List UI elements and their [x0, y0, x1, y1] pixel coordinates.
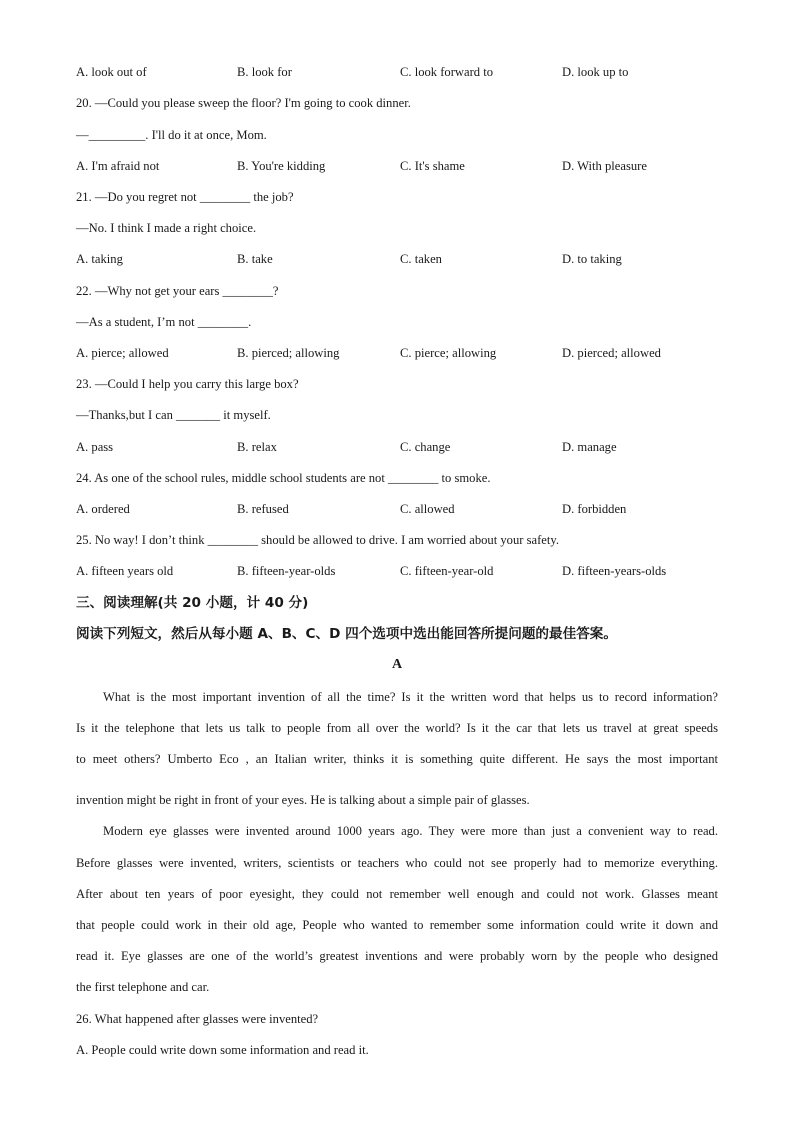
q24-options — [76, 501, 718, 517]
q20-stem: 20. —Could you please sweep the floor? I'm going to cook dinner. — [76, 96, 411, 110]
q23-options — [76, 439, 718, 455]
section-instruction: 阅读下列短文，然后从每小题 A、B、C、D 四个选项中选出能回答所提问题的最佳答案。 — [76, 626, 617, 642]
option-a: A. pass — [76, 440, 114, 454]
option-d: D. manage — [562, 440, 617, 454]
option-a: A. I'm afraid not — [76, 159, 160, 173]
option-c: C. taken — [400, 252, 442, 266]
q22-reply: —As a student, I’m not ________. — [76, 315, 252, 329]
option-a: A. ordered — [76, 502, 130, 516]
q20-options — [76, 158, 718, 174]
q24-stem: 24. As one of the school rules, middle school students are not ________ to smoke. — [76, 471, 491, 485]
q20-reply: —_________. I'll do it at once, Mom. — [76, 128, 267, 142]
option-b: B. refused — [237, 502, 289, 516]
option-d: D. forbidden — [562, 502, 627, 516]
option-a: A. fifteen years old — [76, 564, 174, 578]
option-a: A. taking — [76, 252, 123, 266]
option-b: B. relax — [237, 440, 277, 454]
passage-p2-line3: After about ten years of poor eyesight, they could not remember well enough and could not work. Glasses meant — [76, 887, 718, 901]
option-d: D. pierced; allowed — [562, 346, 661, 360]
passage-p2-line2: Before glasses were invented, writers, scientists or teachers who could not see properly had to memorize everything. — [76, 856, 718, 870]
passage-p1-line2: Is it the telephone that lets us talk to people from all over the world? Is it the car that lets us travel at great speeds — [76, 721, 718, 735]
passage-p1-line4: invention might be right in front of your eyes. He is talking about a simple pair of glasses. — [76, 793, 530, 807]
option-c: C. It's shame — [400, 159, 465, 173]
q22-options — [76, 345, 718, 361]
q26-stem: 26. What happened after glasses were invented? — [76, 1012, 319, 1026]
passage-p2-line1: Modern eye glasses were invented around 1000 years ago. They were more than just a convenient way to read. — [103, 824, 718, 838]
option-d: D. fifteen-years-olds — [562, 564, 667, 578]
option-b: B. You're kidding — [237, 159, 326, 173]
option-d: D. With pleasure — [562, 159, 647, 173]
passage-p1-line3: to meet others? Umberto Eco , an Italian writer, thinks it is something quite different. He says the most important — [76, 752, 718, 766]
passage-label: A — [391, 657, 403, 672]
q21-options — [76, 251, 718, 267]
option-b: B. take — [237, 252, 273, 266]
q21-reply: —No. I think I made a right choice. — [76, 221, 257, 235]
passage-p2-line5: read it. Eye glasses are one of the world’s greatest inventions and were probably worn by the people who designed — [76, 949, 718, 963]
passage-p2-line4: that people could work in their old age, People who wanted to remember some information could write it down and — [76, 918, 718, 932]
option-d: D. look up to — [562, 65, 629, 79]
q25-options — [76, 563, 718, 579]
q19-options — [76, 64, 718, 80]
option-a: A. look out of — [76, 65, 147, 79]
option-d: D. to taking — [562, 252, 622, 266]
passage-p2-line6: the first telephone and car. — [76, 980, 210, 994]
q22-stem: 22. —Why not get your ears ________? — [76, 284, 279, 298]
q23-reply: —Thanks,but I can _______ it myself. — [76, 408, 271, 422]
option-b: B. pierced; allowing — [237, 346, 340, 360]
q21-stem: 21. —Do you regret not ________ the job? — [76, 190, 294, 204]
section-title: 三、阅读理解(共 20 小题，计 40 分) — [76, 595, 309, 611]
option-c: C. fifteen-year-old — [400, 564, 494, 578]
option-c: C. change — [400, 440, 451, 454]
option-b: B. look for — [237, 65, 292, 79]
option-c: C. look forward to — [400, 65, 494, 79]
q25-stem: 25. No way! I don’t think ________ should be allowed to drive. I am worried about your safety. — [76, 533, 560, 547]
q26-option-a: A. People could write down some information and read it. — [76, 1043, 369, 1057]
option-c: C. pierce; allowing — [400, 346, 497, 360]
q23-stem: 23. —Could I help you carry this large box? — [76, 377, 299, 391]
passage-p1-line1: What is the most important invention of all the time? Is it the written word that helps us to record information? — [103, 690, 718, 704]
option-a: A. pierce; allowed — [76, 346, 169, 360]
option-b: B. fifteen-year-olds — [237, 564, 336, 578]
option-c: C. allowed — [400, 502, 455, 516]
